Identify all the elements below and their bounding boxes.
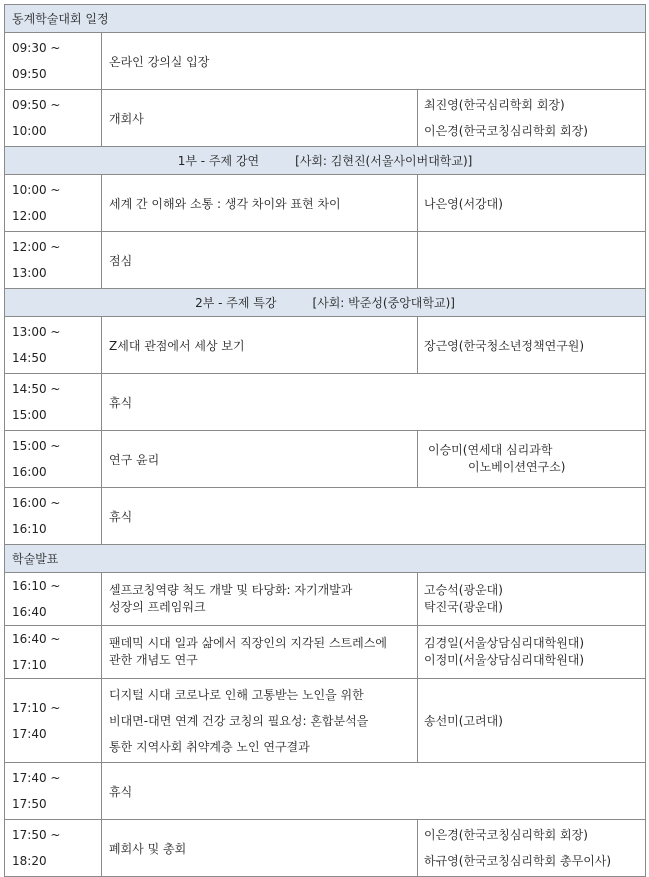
person-cell xyxy=(418,573,646,626)
end-time: 12:00 xyxy=(12,209,47,223)
schedule-row xyxy=(5,820,646,877)
section-cell xyxy=(5,289,646,317)
schedule-row xyxy=(5,763,646,820)
section-cell xyxy=(5,147,646,175)
end-time: 16:00 xyxy=(12,465,47,479)
time-cell xyxy=(5,90,102,147)
topic-cell xyxy=(102,626,418,679)
topic-cell: 세계 간 이해와 소통 : 생각 차이와 표현 차이 xyxy=(102,175,418,232)
schedule-row xyxy=(5,33,646,90)
person-name: 이정미(서울상담심리대학원대) xyxy=(424,653,585,667)
person-cell: 장근영(한국청소년정책연구원) xyxy=(418,317,646,374)
end-time: 13:00 xyxy=(12,266,47,280)
person-name: 이은경(한국코칭심리학회 회장) xyxy=(424,124,588,138)
start-time: 16:40 ~ xyxy=(12,632,61,646)
end-time: 14:50 xyxy=(12,351,47,365)
section-header-part1 xyxy=(5,147,646,175)
section-header-part2 xyxy=(5,289,646,317)
time-cell xyxy=(5,317,102,374)
section-chair: [사회: 박준성(중앙대학교)] xyxy=(312,296,455,310)
start-time: 12:00 ~ xyxy=(12,240,61,254)
time-cell xyxy=(5,374,102,431)
person-name: 하규영(한국코칭심리학회 총무이사) xyxy=(424,854,612,868)
section-header-main xyxy=(5,5,646,33)
end-time: 16:10 xyxy=(12,522,47,536)
time-cell xyxy=(5,763,102,820)
person-cell: 나은영(서강대) xyxy=(418,175,646,232)
topic-line: 디지털 시대 코로나로 인해 고통받는 노인을 위한 xyxy=(109,687,364,702)
person-cell: 송선미(고려대) xyxy=(418,679,646,763)
time-cell xyxy=(5,573,102,626)
schedule-row xyxy=(5,626,646,679)
end-time: 15:00 xyxy=(12,408,47,422)
schedule-row xyxy=(5,317,646,374)
topic-line: 비대면-대면 연계 건강 코칭의 필요성: 혼합분석을 xyxy=(109,713,369,728)
section-header-presentations xyxy=(5,545,646,573)
schedule-row xyxy=(5,232,646,289)
end-time: 09:50 xyxy=(12,67,47,81)
section-title: 2부 - 주제 특강 xyxy=(195,296,277,310)
topic-line: 셀프코칭역량 척도 개발 및 타당화: 자기개발과 xyxy=(109,583,353,597)
topic-cell: 온라인 강의실 입장 xyxy=(102,33,646,90)
person-cell xyxy=(418,626,646,679)
schedule-row xyxy=(5,573,646,626)
time-cell xyxy=(5,232,102,289)
schedule-row xyxy=(5,374,646,431)
start-time: 10:00 ~ xyxy=(12,183,61,197)
person-cell xyxy=(418,431,646,488)
person-name: 김경일(서울상담심리대학원대) xyxy=(424,636,585,650)
topic-line: 관한 개념도 연구 xyxy=(109,653,198,667)
start-time: 09:50 ~ xyxy=(12,98,61,112)
start-time: 17:40 ~ xyxy=(12,771,61,785)
topic-cell: 휴식 xyxy=(102,374,646,431)
topic-cell: 폐회사 및 총회 xyxy=(102,820,418,877)
end-time: 17:40 xyxy=(12,726,47,741)
topic-cell: 연구 윤리 xyxy=(102,431,418,488)
person-name: 이은경(한국코칭심리학회 회장) xyxy=(424,828,588,842)
topic-cell xyxy=(102,679,418,763)
time-cell xyxy=(5,33,102,90)
end-time: 17:50 xyxy=(12,797,47,811)
person-cell xyxy=(418,232,646,289)
person-name: 이노베이션연구소) xyxy=(468,460,566,474)
time-cell xyxy=(5,626,102,679)
section-title: 1부 - 주제 강연 xyxy=(177,154,260,168)
topic-cell: 점심 xyxy=(102,232,418,289)
time-cell xyxy=(5,488,102,545)
time-cell xyxy=(5,175,102,232)
person-name: 탁진국(광운대) xyxy=(424,600,503,614)
schedule-row xyxy=(5,431,646,488)
topic-cell: 휴식 xyxy=(102,763,646,820)
topic-cell xyxy=(102,573,418,626)
section-title: 학술발표 xyxy=(5,545,646,573)
section-chair: [사회: 김현진(서울사이버대학교)] xyxy=(295,154,473,168)
start-time: 17:50 ~ xyxy=(12,828,61,842)
schedule-row xyxy=(5,679,646,763)
start-time: 15:00 ~ xyxy=(12,439,61,453)
start-time: 17:10 ~ xyxy=(12,700,61,715)
person-name: 고승석(광운대) xyxy=(424,583,503,597)
person-name: 이승미(연세대 심리과학 xyxy=(428,443,553,457)
topic-cell: 휴식 xyxy=(102,488,646,545)
schedule-table xyxy=(4,4,646,877)
topic-line: 통한 지역사회 취약계층 노인 연구결과 xyxy=(109,739,310,754)
start-time: 16:00 ~ xyxy=(12,496,61,510)
time-cell xyxy=(5,820,102,877)
topic-line: 성장의 프레임워크 xyxy=(109,600,206,614)
time-cell xyxy=(5,679,102,763)
end-time: 10:00 xyxy=(12,124,47,138)
end-time: 18:20 xyxy=(12,854,47,868)
start-time: 14:50 ~ xyxy=(12,382,61,396)
person-cell xyxy=(418,90,646,147)
schedule-title: 동계학술대회 일정 xyxy=(5,5,646,33)
schedule-row xyxy=(5,175,646,232)
start-time: 13:00 ~ xyxy=(12,325,61,339)
end-time: 16:40 xyxy=(12,605,47,619)
start-time: 09:30 ~ xyxy=(12,41,61,55)
schedule-row xyxy=(5,90,646,147)
person-name: 최진영(한국심리학회 회장) xyxy=(424,98,565,112)
start-time: 16:10 ~ xyxy=(12,579,61,593)
topic-line: 팬데믹 시대 일과 삶에서 직장인의 지각된 스트레스에 xyxy=(109,636,387,650)
schedule-row xyxy=(5,488,646,545)
time-cell xyxy=(5,431,102,488)
topic-cell: Z세대 관점에서 세상 보기 xyxy=(102,317,418,374)
person-cell xyxy=(418,820,646,877)
topic-cell: 개회사 xyxy=(102,90,418,147)
end-time: 17:10 xyxy=(12,658,47,672)
